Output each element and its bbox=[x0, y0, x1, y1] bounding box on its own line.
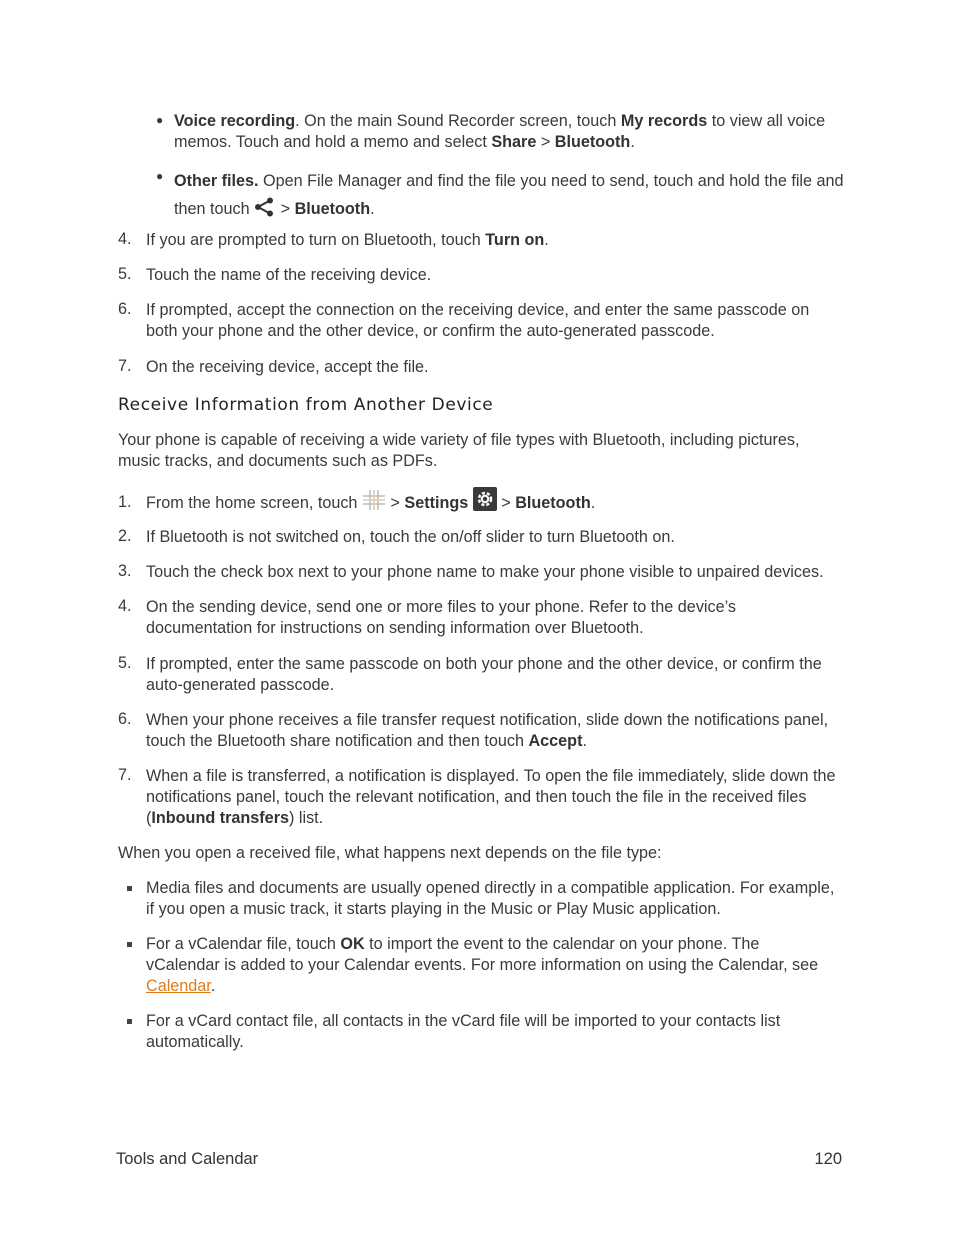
step-number: 5. bbox=[118, 654, 132, 672]
receive-step-1: From the home screen, touch > Settings > Bluetooth. bbox=[146, 487, 846, 521]
step-number: 7. bbox=[118, 357, 132, 375]
send-step-6: If prompted, accept the connection on the receiving device, and enter the same passcode on both your phone and the other device, or confirm the auto-generated passcode. bbox=[146, 301, 810, 340]
footer-section-title: Tools and Calendar bbox=[116, 1150, 259, 1168]
step-number: 3. bbox=[118, 562, 132, 580]
bullet-voice-recording: Voice recording. On the main Sound Recorder screen, touch My records to view all voice memos. Touch and hold a memo and select Share > Bluetooth. bbox=[174, 112, 826, 151]
file-type-vcard: For a vCard contact file, all contacts in the vCard file will be imported to your contacts list automatically. bbox=[146, 1012, 781, 1051]
bullet-dot: ● bbox=[156, 169, 164, 183]
receive-step-2: If Bluetooth is not switched on, touch the on/off slider to turn Bluetooth on. bbox=[146, 528, 675, 546]
file-type-vcalendar: For a vCalendar file, touch OK to import the event to the calendar on your phone. The vCalendar is added to your Calendar events. For more information on using the Calendar, see Calendar. bbox=[146, 935, 819, 995]
receive-step-6: When your phone receives a file transfer request notification, slide down the notifications panel, touch the Bluetooth share notification and then touch Accept. bbox=[146, 711, 829, 750]
step-number: 4. bbox=[118, 597, 132, 615]
step-number: 6. bbox=[118, 300, 132, 318]
bullet-square bbox=[127, 1019, 132, 1024]
receive-step-4: On the sending device, send one or more files to your phone. Refer to the device’s documentation for instructions on sending information over Bluetooth. bbox=[146, 598, 736, 637]
receive-step-7: When a file is transferred, a notification is displayed. To open the file immediately, slide down the notifications panel, touch the relevant notification, and then touch the file in the received files (Inbound transfers) list. bbox=[146, 767, 836, 827]
after-steps-paragraph: When you open a received file, what happens next depends on the file type: bbox=[118, 844, 662, 862]
section-heading: Receive Information from Another Device bbox=[118, 395, 494, 415]
step-number: 7. bbox=[118, 766, 132, 784]
receive-step-5: If prompted, enter the same passcode on both your phone and the other device, or confirm the auto-generated passcode. bbox=[146, 655, 822, 694]
apps-grid-icon bbox=[362, 489, 386, 521]
footer-page-number: 120 bbox=[814, 1150, 842, 1168]
send-step-5: Touch the name of the receiving device. bbox=[146, 266, 432, 284]
receive-step-3: Touch the check box next to your phone name to make your phone visible to unpaired devices. bbox=[146, 563, 824, 581]
settings-gear-icon bbox=[473, 487, 497, 521]
share-icon bbox=[254, 197, 276, 226]
bullet-square bbox=[127, 886, 132, 891]
step-number: 5. bbox=[118, 265, 132, 283]
step-number: 2. bbox=[118, 527, 132, 545]
step-number: 6. bbox=[118, 710, 132, 728]
step-number: 4. bbox=[118, 230, 132, 248]
step-number: 1. bbox=[118, 493, 132, 511]
bullet-other-files: Other files. Open File Manager and find the file you need to send, touch and hold the file and then touch > Bluetooth. bbox=[174, 167, 846, 226]
bullet-dot: ● bbox=[156, 113, 164, 127]
intro-paragraph: Your phone is capable of receiving a wide variety of file types with Bluetooth, including pictures, music tracks, and documents such as PDFs. bbox=[118, 431, 800, 470]
send-step-4: If you are prompted to turn on Bluetooth, touch Turn on. bbox=[146, 231, 549, 249]
file-type-media: Media files and documents are usually opened directly in a compatible application. For example, if you open a music track, it starts playing in the Music or Play Music application. bbox=[146, 879, 835, 918]
send-step-7: On the receiving device, accept the file. bbox=[146, 358, 429, 376]
bullet-square bbox=[127, 942, 132, 947]
calendar-link[interactable]: Calendar bbox=[146, 977, 211, 995]
